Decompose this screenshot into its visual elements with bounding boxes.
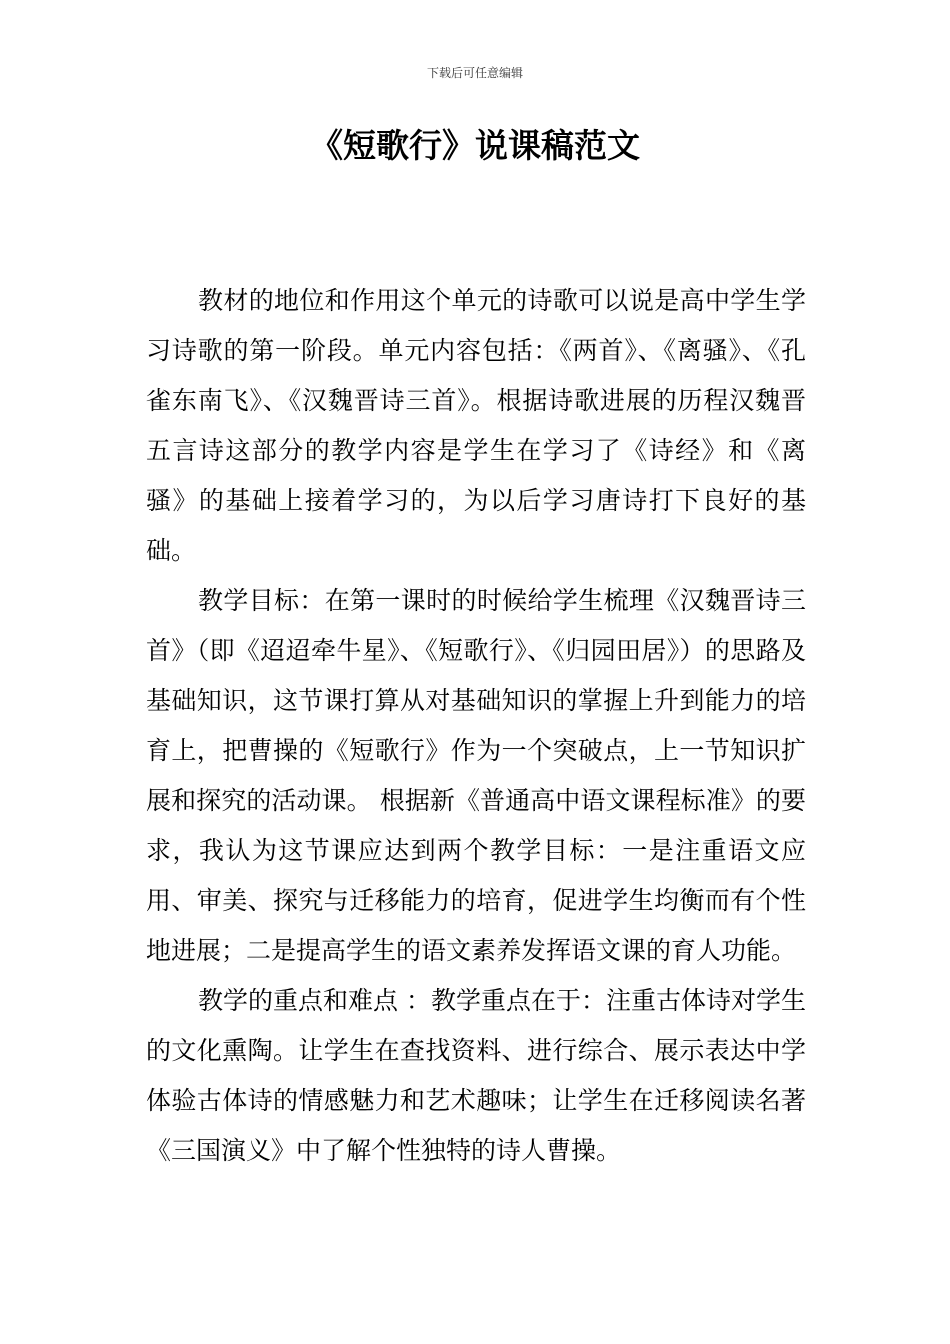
paragraph-teaching-goals: 教学目标：在第一课时的时候给学生梳理《汉魏晋诗三首》（即《迢迢牵牛星》、《短歌行》、《归园田居》）的思路及基础知识，这节课打算从对基础知识的掌握上升到能力的培育上，把曹操的《短歌行》作为一个突破点，上一节知识扩展和探究的活动课。 根据新《普通高中语文课程标准》的要求，我认为这节课应达到两个教学目标：一是注重语文应用、审美、探究与迁移能力的培育，促进学生均衡而有个性地进展；二是提高学生的语文素养发挥语文课的育人功能。 [146,586,806,965]
paragraph-key-difficult-points: 教学的重点和难点 ：教学重点在于：注重古体诗对学生的文化熏陶。让学生在查找资料、进行综合、展示表达中学体验古体诗的情感魅力和艺术趣味；让学生在迁移阅读名著《三国演义》中了解个性独特的诗人曹操。 [146,986,806,1165]
paragraph-textbook-position: 教材的地位和作用这个单元的诗歌可以说是高中学生学习诗歌的第一阶段。单元内容包括：《两首》、《离骚》、《孔雀东南飞》、《汉魏晋诗三首》。根据诗歌进展的历程汉魏晋五言诗这部分的教学内容是学生在学习了《诗经》和《离骚》的基础上接着学习的，为以后学习唐诗打下良好的基础。 [146,286,806,565]
document-title: 《短歌行》说课稿范文 [310,126,640,165]
header-note: 下载后可任意编辑 [426,66,523,80]
document-body [146,276,806,1176]
